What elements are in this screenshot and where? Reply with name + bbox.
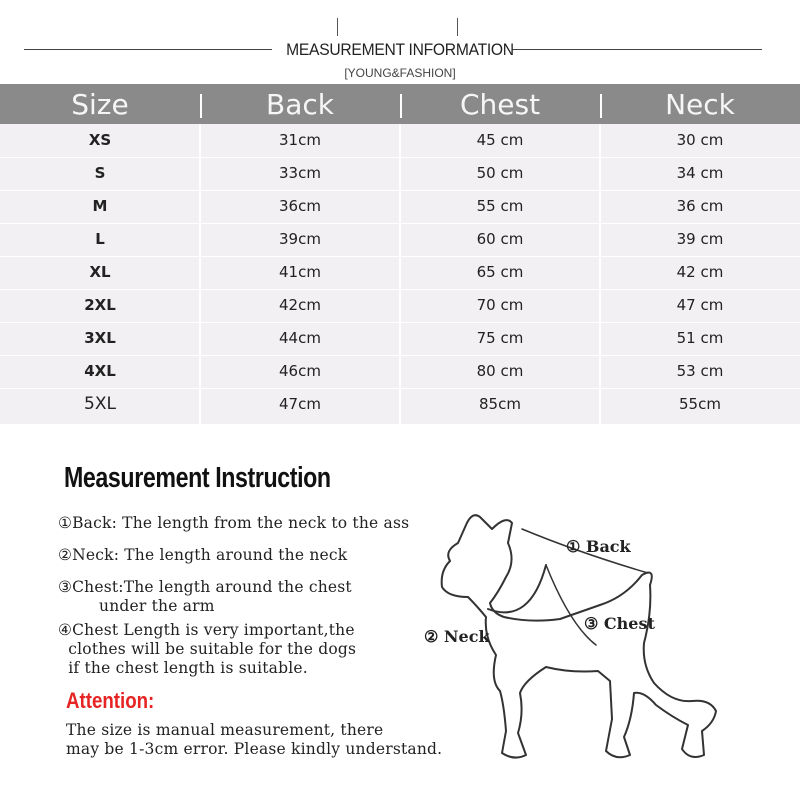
- cell-chest: 65 cm: [476, 263, 524, 281]
- chest-measure-line: [546, 565, 596, 645]
- cell-chest: 70 cm: [476, 296, 524, 314]
- diagram-label-back: ① Back: [566, 537, 631, 556]
- column-header-neck: Neck: [600, 84, 800, 124]
- cell-chest: 60 cm: [476, 230, 524, 248]
- page-title: MEASUREMENT INFORMATION: [286, 40, 514, 59]
- attention-line-2: may be 1-3cm error. Please kindly understand.: [66, 740, 443, 758]
- table-row: [0, 157, 800, 190]
- table-row: [0, 124, 800, 157]
- cell-back: 42cm: [279, 296, 321, 314]
- cell-neck: 42 cm: [676, 263, 724, 281]
- cell-neck: 34 cm: [676, 164, 724, 182]
- instruction-line-important-cont: clothes will be suitable for the dogs: [58, 640, 357, 658]
- table-row: [0, 223, 800, 256]
- table-row: [0, 190, 800, 223]
- cell-chest: 50 cm: [476, 164, 524, 182]
- size-table: [0, 84, 800, 424]
- cell-neck: 39 cm: [676, 230, 724, 248]
- header-tick-left: [337, 18, 338, 36]
- column-header-size: Size: [71, 88, 129, 121]
- cell-size: 5XL: [84, 394, 116, 414]
- cell-size: S: [94, 164, 106, 182]
- cell-back: 47cm: [279, 395, 321, 413]
- diagram-label-neck: ② Neck: [424, 627, 490, 646]
- table-header: [0, 84, 800, 124]
- attention-label: Attention:: [66, 688, 155, 713]
- cell-back: 46cm: [279, 362, 321, 380]
- instruction-line-back: ①Back: The length from the neck to the ass: [58, 514, 410, 532]
- column-header-chest: Chest: [400, 84, 600, 124]
- cell-size: 2XL: [84, 296, 116, 314]
- instruction-line-important: ④Chest Length is very important,the: [58, 621, 355, 639]
- cell-back: 44cm: [279, 329, 321, 347]
- cell-back: 41cm: [279, 263, 321, 281]
- instruction-line-important-cont2: if the chest length is suitable.: [58, 659, 308, 677]
- attention-line-1: The size is manual measurement, there: [66, 721, 384, 739]
- cell-chest: 55 cm: [476, 197, 524, 215]
- table-row: [0, 256, 800, 289]
- cell-chest: 85cm: [479, 395, 521, 413]
- cell-back: 36cm: [279, 197, 321, 215]
- cell-neck: 53 cm: [676, 362, 724, 380]
- page-subtitle: [YOUNG&FASHION]: [344, 66, 456, 80]
- cell-size: XS: [88, 131, 112, 149]
- table-row: [0, 355, 800, 388]
- instruction-line-neck: ②Neck: The length around the neck: [58, 546, 348, 564]
- cell-neck: 36 cm: [676, 197, 724, 215]
- cell-back: 33cm: [279, 164, 321, 182]
- table-row: [0, 322, 800, 355]
- instruction-title: Measurement Instruction: [64, 462, 331, 494]
- diagram-label-chest: ③ Chest: [584, 614, 655, 633]
- neck-measure-line: [488, 565, 546, 612]
- cell-size: 3XL: [84, 329, 116, 347]
- column-header-back: Back: [200, 84, 400, 124]
- cell-size: M: [92, 197, 108, 215]
- table-row: [0, 388, 800, 421]
- cell-chest: 80 cm: [476, 362, 524, 380]
- header-tick-right: [457, 18, 458, 36]
- cell-size: 4XL: [84, 362, 116, 380]
- cell-back: 39cm: [279, 230, 321, 248]
- cell-neck: 51 cm: [676, 329, 724, 347]
- cell-chest: 45 cm: [476, 131, 524, 149]
- cell-size: XL: [89, 263, 111, 281]
- cell-size: L: [95, 230, 105, 248]
- instruction-line-chest: ③Chest:The length around the chest: [58, 578, 352, 596]
- cell-neck: 47 cm: [676, 296, 724, 314]
- header-section: [0, 0, 800, 84]
- table-row: [0, 289, 800, 322]
- cell-neck: 55cm: [679, 395, 721, 413]
- cell-back: 31cm: [279, 131, 321, 149]
- instruction-line-chest-cont: under the arm: [58, 597, 215, 615]
- cell-chest: 75 cm: [476, 329, 524, 347]
- cell-neck: 30 cm: [676, 131, 724, 149]
